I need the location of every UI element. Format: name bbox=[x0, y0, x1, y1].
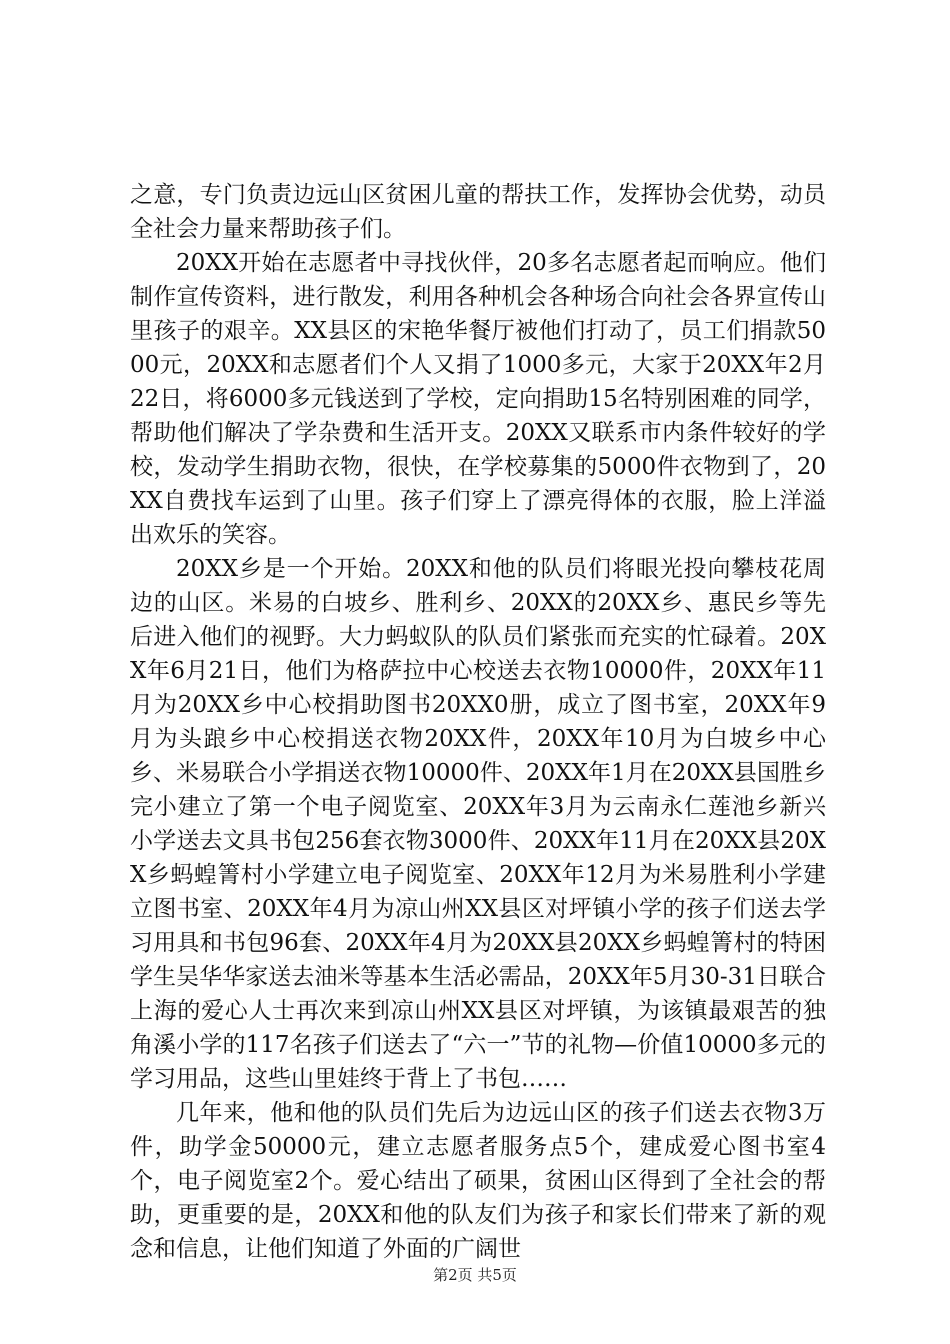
paragraph-continuation: 之意，专门负责边远山区贫困儿童的帮扶工作，发挥协会优势，动员全社会力量来帮助孩子们。 bbox=[130, 182, 826, 242]
page-number-footer: 第2页 共5页 bbox=[433, 1266, 517, 1284]
paragraph-volunteers: 20XX开始在志愿者中寻找伙伴，20多名志愿者起而响应。他们制作宣传资料，进行散发，利用各种机会各种场合向社会各界宣传山里孩子的艰辛。XX县区的宋艳华餐厅被他们打动了，员工们捐款5000元，20XX和志愿者们个人又捐了1000多元，大家于20XX年2月22日，将6000多元钱送到了学校，定向捐助15名特别困难的同学，帮助他们解决了学杂费和生活开支。20XX又联系市内条件较好的学校，发动学生捐助衣物，很快，在学校募集的5000件衣物到了，20XX自费找车运到了山里。孩子们穿上了漂亮得体的衣服，脸上洋溢出欢乐的笑容。 bbox=[130, 250, 826, 548]
paragraph-summary: 几年来，他和他的队员们先后为边远山区的孩子们送去衣物3万件，助学金50000元，建立志愿者服务点5个，建成爱心图书室4个，电子阅览室2个。爱心结出了硕果，贫困山区得到了全社会的帮助，更重要的是，20XX和他的队友们为孩子和家长们带来了新的观念和信息，让他们知道了外面的广阔世 bbox=[130, 1100, 826, 1262]
paragraph-expansion: 20XX乡是一个开始。20XX和他的队员们将眼光投向攀枝花周边的山区。米易的白坡乡、胜利乡、20XX的20XX乡、惠民乡等先后进入他们的视野。大力蚂蚁队的队员们紧张而充实的忙碌着。20XX年6月21日，他们为格萨拉中心校送去衣物10000件，20XX年11月为20XX乡中心校捐助图书20XX0册，成立了图书室，20XX年9月为头踉乡中心校捐送衣物20XX件，20XX年10月为白坡乡中心乡、米易联合小学捐送衣物10000件、20XX年1月在20XX县国胜乡完小建立了第一个电子阅览室、20XX年3月为云南永仁莲池乡新兴小学送去文具书包256套衣物3000件、20XX年11月在20XX县20XX乡蚂蝗箐村小学建立电子阅览室、20XX年12月为米易胜利小学建立图书室、20XX年4月为凉山州XX县区对坪镇小学的孩子们送去学习用具和书包96套、20XX年4月为20XX县20XX乡蚂蝗箐村的特困学生吴华华家送去油米等基本生活必需品，20XX年5月30-31日联合上海的爱心人士再次来到凉山州XX县区对坪镇，为该镇最艰苦的独角溪小学的117名孩子们送去了“六一”节的礼物—价值10000多元的学习用品，这些山里娃终于背上了书包…… bbox=[130, 556, 826, 1092]
document-body bbox=[130, 178, 826, 1266]
